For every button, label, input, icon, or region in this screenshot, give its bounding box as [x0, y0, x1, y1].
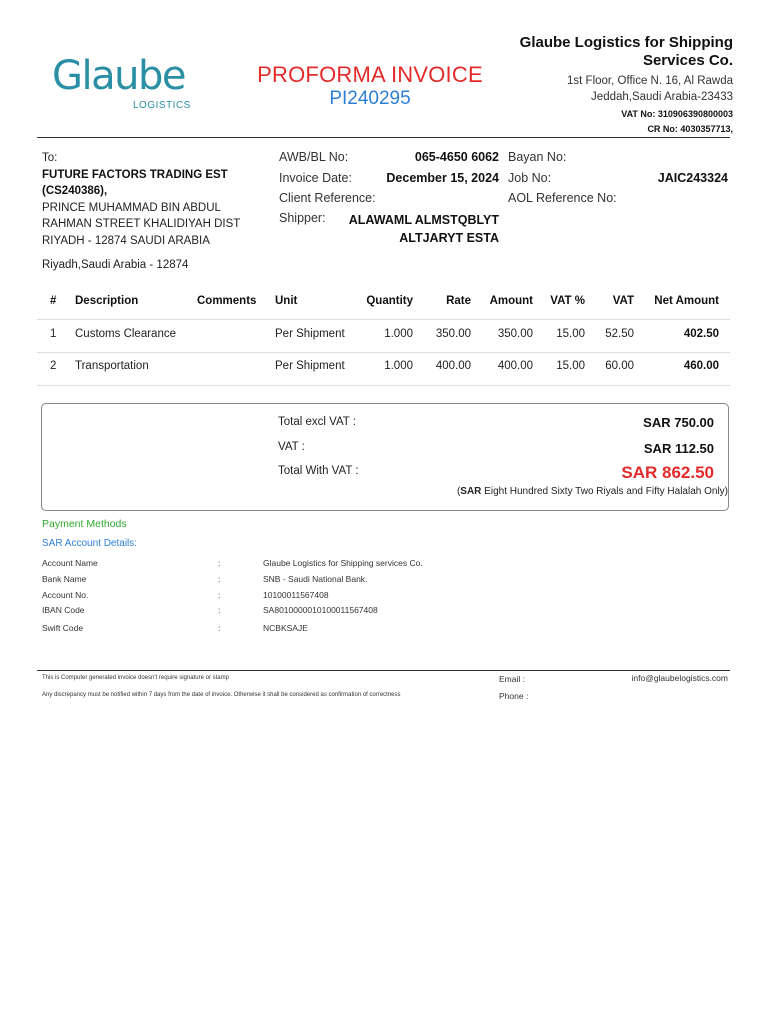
header-divider	[37, 137, 730, 138]
amount-words-currency: SAR	[460, 486, 482, 497]
company-address-line2: Jeddah,Saudi Arabia-23433	[591, 91, 733, 103]
row-index: 2	[50, 360, 57, 372]
row-vat-percent: 15.00	[556, 328, 585, 340]
company-address-line1: 1st Floor, Office N. 16, Al Rawda	[567, 75, 733, 87]
amount-in-words	[457, 486, 728, 497]
swift-code-value: NCBKSAJE	[263, 623, 308, 633]
awb-label: AWB/BL No:	[279, 150, 349, 164]
row-amount: 350.00	[497, 328, 533, 340]
col-header-quantity: Quantity	[366, 295, 413, 307]
iban-label: IBAN Code	[42, 605, 85, 615]
col-header-index: #	[50, 295, 57, 307]
email-label: Email :	[499, 674, 525, 684]
shipper-label: Shipper:	[279, 211, 326, 225]
job-value: JAIC243324	[657, 171, 728, 185]
row-unit: Per Shipment	[275, 360, 345, 372]
detail-colon: :	[218, 574, 221, 584]
table-bottom-divider	[37, 385, 730, 386]
bill-to-name-line1: FUTURE FACTORS TRADING EST	[42, 168, 228, 181]
total-excl-vat-label: Total excl VAT :	[278, 416, 356, 428]
row-vat-percent: 15.00	[556, 360, 585, 372]
table-row-divider	[37, 352, 730, 353]
shipper-line1: ALAWAML ALMSTQBLYT	[348, 213, 499, 227]
vat-total-value: SAR 112.50	[643, 441, 714, 456]
amount-words-text: Eight Hundred Sixty Two Riyals and Fifty Halalah Only)	[481, 486, 728, 497]
footer-divider	[37, 670, 730, 671]
detail-colon: :	[218, 623, 221, 633]
col-header-vat: VAT	[612, 295, 634, 307]
account-details-title: SAR Account Details:	[42, 538, 138, 549]
footer-note-generated: This is Computer generated invoice doesn't require signature or stamp	[42, 675, 229, 681]
row-description: Customs Clearance	[75, 328, 176, 340]
bill-to	[42, 150, 242, 249]
client-reference-label: Client Reference:	[279, 191, 376, 205]
aol-reference-label: AOL Reference No:	[508, 191, 617, 205]
email-value[interactable]: info@glaubelogistics.com	[631, 673, 728, 683]
company-cr: CR No: 4030357713,	[647, 124, 733, 134]
bill-to-city: Riyadh,Saudi Arabia - 12874	[42, 259, 189, 271]
company-vat: VAT No: 310906390800003	[621, 109, 733, 119]
invoice-number: PI240295	[329, 88, 411, 109]
col-header-description: Description	[75, 295, 139, 307]
account-number-label: Account No.	[42, 590, 89, 600]
job-label: Job No:	[508, 171, 552, 185]
phone-label: Phone :	[499, 691, 529, 701]
bill-to-address-line3: RIYADH - 12874 SAUDI ARABIA	[42, 234, 210, 247]
payment-methods-title: Payment Methods	[42, 518, 127, 530]
row-quantity: 1.000	[384, 360, 413, 372]
amount-words-open: (	[456, 486, 461, 497]
col-header-unit: Unit	[275, 295, 298, 307]
bank-name-value: SNB - Saudi National Bank.	[263, 574, 368, 584]
invoice-date-value: December 15, 2024	[386, 171, 499, 185]
company-name-line2: Services Co.	[642, 52, 733, 69]
detail-colon: :	[218, 590, 221, 600]
account-number-value: 10100011567408	[263, 590, 329, 600]
row-net-amount: 460.00	[683, 360, 719, 372]
row-unit: Per Shipment	[275, 328, 345, 340]
company-name-line1: Glaube Logistics for Shipping	[519, 34, 733, 51]
detail-colon: :	[218, 558, 221, 568]
row-index: 1	[50, 328, 57, 340]
col-header-rate: Rate	[446, 295, 471, 307]
document-title: PROFORMA INVOICE	[257, 62, 483, 87]
col-header-amount: Amount	[489, 295, 533, 307]
invoice-date-label: Invoice Date:	[279, 171, 352, 185]
col-header-comments: Comments	[197, 295, 257, 307]
detail-colon: :	[218, 605, 221, 615]
footer-note-discrepancy: Any discrepancy must be notified within 7 days from the date of invoice. Otherwise it shall be considered as confirmation of correctness	[42, 692, 401, 698]
bank-name-label: Bank Name	[42, 574, 87, 584]
vat-total-label: VAT :	[278, 441, 305, 453]
row-description: Transportation	[75, 360, 149, 372]
bill-to-name-line2: (CS240386),	[42, 185, 108, 197]
logo-wordmark: Glaube	[52, 53, 185, 99]
swift-code-label: Swift Code	[42, 623, 84, 633]
bill-to-label: To:	[42, 152, 58, 164]
row-quantity: 1.000	[384, 328, 413, 340]
account-name-label: Account Name	[42, 558, 98, 568]
row-amount: 400.00	[497, 360, 533, 372]
company-logo	[52, 53, 192, 116]
bayan-label: Bayan No:	[508, 150, 567, 164]
total-excl-vat-value: SAR 750.00	[643, 415, 714, 430]
iban-value: SA8010000010100011567408	[263, 605, 378, 615]
col-header-net-amount: Net Amount	[654, 295, 719, 307]
logo-tagline: LOGISTICS	[133, 100, 191, 111]
account-name-value: Glaube Logistics for Shipping services Co.	[263, 558, 423, 568]
shipper-line2: ALTJARYT ESTA	[399, 231, 499, 245]
row-rate: 350.00	[435, 328, 471, 340]
col-header-vat-percent: VAT %	[550, 295, 585, 307]
shipper-value	[330, 211, 499, 247]
row-vat: 52.50	[605, 328, 634, 340]
row-rate: 400.00	[435, 360, 471, 372]
company-info	[473, 34, 733, 137]
bill-to-address-line1: PRINCE MUHAMMAD BIN ABDUL	[42, 201, 221, 214]
row-vat: 60.00	[605, 360, 634, 372]
table-header-divider	[37, 319, 730, 320]
bill-to-address-line2: RAHMAN STREET KHALIDIYAH DIST	[42, 218, 241, 230]
total-with-vat-value: SAR 862.50	[621, 463, 714, 482]
row-net-amount: 402.50	[683, 328, 719, 340]
total-with-vat-label: Total With VAT :	[278, 465, 359, 477]
awb-value: 065-4650 6062	[414, 150, 499, 164]
